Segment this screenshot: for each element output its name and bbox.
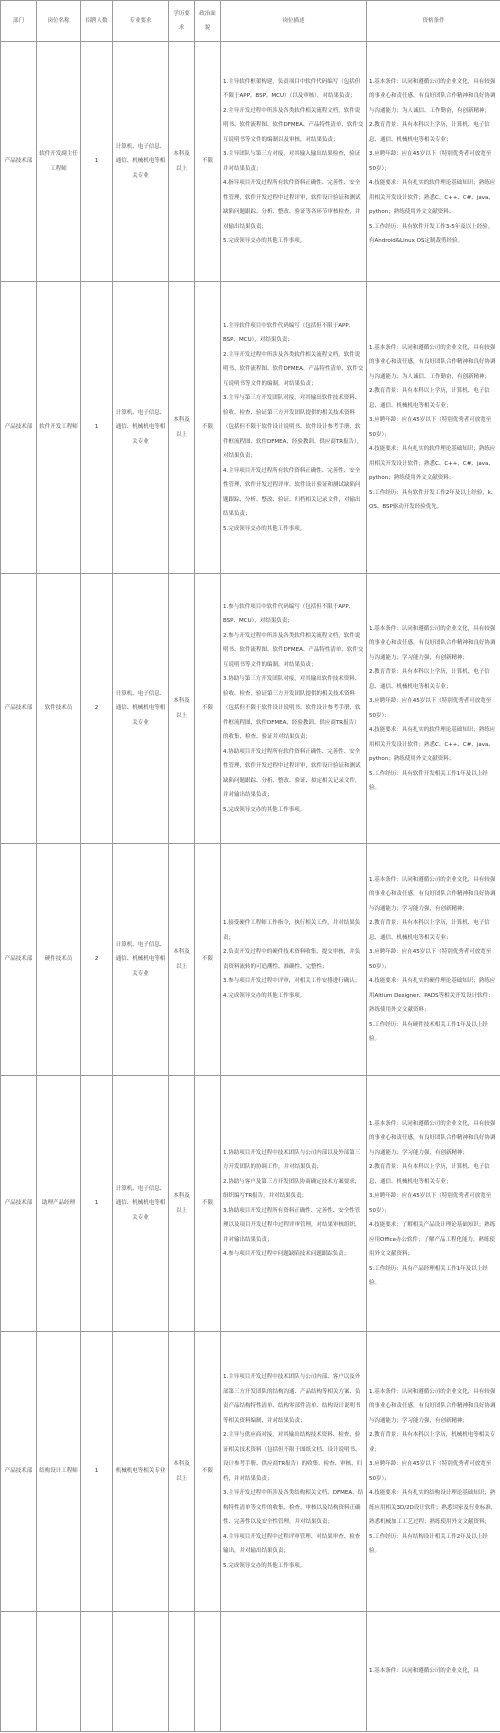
job-description-item: 2.参与开发过程中所涉及各类软件相关流程文档，软件说明书、软件流程图、软件DFMEA、产品特性清单、软件交互说明书等文件的编制，对结果负责； — [223, 632, 364, 668]
job-description — [221, 844, 367, 1076]
qualifications-item: 2.教育背景：具有本科以上学历，计算机、电子信息、通信、机械机电等相关专业； — [369, 122, 490, 143]
qualifications-item: 1.基本条件：认同和遵循公司的企业文化，具有较强的事业心和责任感，有良好团队合作精神和良好协调与沟通能力；学习能力强，有创新精神； — [369, 876, 496, 912]
education-requirement: 本科及以上 — [169, 1332, 195, 1612]
major-requirement: 计算机、电子信息、通信、机械机电等相关专业 — [113, 844, 169, 1076]
headcount: 1 — [81, 42, 113, 282]
position-title — [37, 1612, 81, 1732]
qualifications-item: 3.应聘年龄：应在45岁以下（特别优秀者可放宽至50岁）； — [369, 698, 492, 719]
header-edu: 学历要求 — [169, 1, 195, 42]
header-title: 岗位名称 — [37, 1, 81, 42]
qualifications — [367, 282, 500, 574]
qualifications — [367, 1332, 500, 1612]
job-description-item: 3.主导团队与第三方对接，对其输入输出结果检查，验证并对结果负责； — [223, 151, 361, 172]
position-title: 软件开发工程师 — [37, 282, 81, 574]
table-row — [1, 844, 500, 1076]
job-description-item: 2.主导与供应商对接，对其输出结构技术资料、检查、验证相关技术资料（包括但不限于图纸文档、设计说明书、设计参考手册、供应商TR报告）的收集、检查、审核、归档，并对结果负责； — [223, 1432, 363, 1482]
qualifications-item: 2.教育背景：具有本科以上学历，计算机、电子信息、通信、机械机电等相关专业； — [369, 1164, 490, 1185]
dept-cell: 产品技术部 — [1, 1332, 37, 1612]
qualifications-item: 4.技能要求：了解相关产品设计理论基础知识；熟练应用Office办公软件；了解产品工程化能力，熟练使用外文文献资料； — [369, 1222, 496, 1257]
job-description — [221, 1076, 367, 1332]
qualifications-item: 1.基本条件：认同和遵循公司的企业文化，具有较强的事业心和责任感，有良好团队合作精神和良好协调与沟通能力；为人诚信、工作勤奋，有创新精神； — [369, 78, 496, 114]
job-description-item: 4.参与项目开发过程中问题缺陷技术问题跟踪负责； — [223, 1251, 350, 1257]
qualifications-item: 3.应聘年龄：应在45岁以下（特别优秀者可放宽至50岁）； — [369, 949, 492, 970]
dept-cell: 产品技术部 — [1, 42, 37, 282]
education-requirement: 本科及以上 — [169, 844, 195, 1076]
job-description-item: 5.完成领导交办的其他工作事项。 — [223, 238, 306, 244]
job-description-item: 5.完成领导交办的其他工作事项。 — [223, 806, 306, 813]
headcount: 2 — [81, 574, 113, 844]
qualifications-item: 5.工作经历：具有软件开发工作3-5年及以上经验。有Android&Linux OS定制裁剪经验。 — [369, 223, 494, 244]
dept-cell: 产品技术部 — [1, 1076, 37, 1332]
job-description-item: 4.完成领导交办的其他工作事项。 — [223, 992, 306, 999]
job-description-item: 4.指导项目开发过程所有软件资料正确性、完善性、安全性管理，软件开发过程中过程评审，软件设计验证和测试缺陷问题跟踪、分析、整改、验证等各环节审核检查，并对输出结果负责； — [223, 180, 361, 230]
job-description-item: 2.主导开发过程中所涉及各类软件相关流程文档，软件说明书、软件流程图、软件DFMEA、产品特性清单、软件交互说明书等文件的编制以及审核，对结果负责； — [223, 107, 364, 143]
political-status: 不限 — [195, 574, 221, 844]
major-requirement: 计算机、电子信息、通信、机械机电等相关专业 — [113, 574, 169, 844]
qualifications-item: 3.应聘年龄：应在45岁以下（特别优秀者可放宽至50岁）； — [369, 1461, 492, 1482]
political-status: 不限 — [195, 1076, 221, 1332]
job-description-item: 1.接受硬件工程师工作指令，执行相关工作，并对结果负责； — [223, 920, 361, 941]
qualifications-item: 2.教育背景：具有本科以上学历，计算机、电子信息、通信、机械机电等相关专业； — [369, 920, 490, 941]
qualifications-item: 2.教育背景：具有本科以上学历，计算机、电子信息、通信、机械机电等相关专业； — [369, 669, 490, 690]
job-description-item: 1.主导项目开发过程中技术团队与公司内部、客户以及外部第三方开发团队的结构沟通、产品结构等相关方案、负责产品结构特性清单、结构零部件清单、结构设计说明书等相关资料编制，并对结果负责； — [223, 1374, 361, 1424]
qualifications — [367, 574, 500, 844]
job-description-item: 3.参与项目开发过程中评审，对相关工作安排进行确认； — [223, 978, 361, 984]
major-requirement: 机械机电等相关专业 — [113, 1332, 169, 1612]
position-title: 软件技术员 — [37, 574, 81, 844]
headcount — [81, 1612, 113, 1732]
job-description-item: 3.协助项目开发过程所有资料正确性、完善性、安全性管理以及项目开发过程中过程评审管理，对结果审核组织，并对输出结果负责； — [223, 1207, 361, 1243]
table-row — [1, 574, 500, 844]
headcount: 1 — [81, 1332, 113, 1612]
job-description — [221, 1612, 367, 1732]
education-requirement: 本科及以上 — [169, 282, 195, 574]
qualifications-item: 4.技能要求：具有扎实的硬件理论基础知识；熟练应用Altium Designer、PADS等相关开发设计软件；熟练使用外文文献资料； — [369, 978, 496, 1013]
qualifications-item: 4.技能要求：具有扎实的软件理论基础知识；熟练应用相关开发设计软件；熟悉C、C++、C#、java、python；熟练使用外文文献资料； — [369, 446, 496, 481]
header-req: 资格条件 — [367, 1, 500, 42]
major-requirement: 计算机、电子信息、通信、机械机电等相关专业 — [113, 282, 169, 574]
job-description-item: 2.负责开发过程中的硬件技术资料收集、提交审核，并负责资料流转的可追溯性、准确性、完整性； — [223, 949, 361, 970]
job-description-item: 1.参与软件项目中软件代码编写（包括但不限于APP、BSP、MCU），对结果负责； — [223, 603, 355, 625]
job-description-item: 2.协助与客户及第三方开发团队协商确定技术方案要求，组织编写TR报告，并对结果负责； — [223, 1178, 361, 1199]
job-description-item: 1.协助项目开发过程中技术团队与公司内部以及外部第三方开发团队的协调工作，并对结果负责； — [223, 1149, 361, 1170]
qualifications-item: 1.基本条件：认同和遵循公司的企业文化，具 — [369, 1668, 479, 1675]
political-status: 不限 — [195, 1332, 221, 1612]
political-status — [195, 1612, 221, 1732]
job-description-item: 4.主导项目开发过程中过程评审管理、对结果审查、检查输出，并对输出结果负责； — [223, 1533, 361, 1554]
job-description-item: 2.主导开发过程中所涉及各类软件相关流程文档，软件说明书、软件流程图、软件DFMEA、产品特性清单、软件交互说明书等文件的编制，对结果负责； — [223, 351, 364, 387]
education-requirement: 本科及以上 — [169, 42, 195, 282]
job-description-item: 4.协助项目开发过程所有软件资料正确性、完善性、安全性管理，软件开发过程中过程评审，软件设计验证和测试缺陷问题跟踪、分析、整改、验证、拟定相关记录文件，并对输出结果负责； — [223, 748, 361, 799]
qualifications-item: 1.基本条件：认同和遵循公司的企业文化，具有较强的事业心和责任感，有良好团队合作精神和良好协调与沟通能力；学习能力强，有创新精神； — [369, 1388, 496, 1424]
qualifications-item: 3.应聘年龄：应在45岁以下（特别优秀者可放宽至50岁）； — [369, 151, 492, 172]
table-row — [1, 1332, 500, 1612]
qualifications-item: 5.工作经历：具有软件开发相关工作1年及以上经验。 — [369, 770, 488, 791]
job-description-item: 5.完成领导交办的其他工作事项。 — [223, 525, 306, 532]
position-title: 软件开发副主任工程师 — [37, 42, 81, 282]
header-politics: 政治面貌 — [195, 1, 221, 42]
qualifications-item: 5.工作经历：具有硬件技术相关工作1年及以上经验。 — [369, 1021, 488, 1042]
table-row — [1, 42, 500, 282]
qualifications-item: 3.应聘年龄：应在45岁以下（特别优秀者可放宽至50岁）； — [369, 417, 492, 438]
table-row — [1, 282, 500, 574]
job-description-item: 3.协助与第三方开发团队对接，对其输出软件技术资料、验收、检查、验证第三方开发团队提供的相关技术资料（包括但不限于软件设计说明书、软件设计参考手册、软件框流程图、软件DFMEA、经验教训、供应商TR报告）的收集、检查、验证并对结果负责； — [223, 676, 361, 741]
dept-cell — [1, 1612, 37, 1732]
qualifications-item: 1.基本条件：认同和遵循公司的企业文化，具有较强的事业心和责任感，有良好团队合作精神和良好协调与沟通能力；学习能力强，有创新精神； — [369, 625, 496, 661]
qualifications — [367, 844, 500, 1076]
position-title: 硬件技术员 — [37, 844, 81, 1076]
job-description-item: 1.主导软件框架构建，负责项目中软件代码编写（包括但不限于APP、BSP、MCU）（以及审核），对结果负责； — [223, 78, 361, 99]
dept-cell: 产品技术部 — [1, 844, 37, 1076]
job-description — [221, 42, 367, 282]
job-description-item: 3.主导与第三方开发团队对接，对其输出软件技术资料、验收、检查、验证第三方开发团队提供的相关技术资料（包括但不限于软件设计说明书、软件设计参考手册、软件框流程图、软件DFMEA、经验教训、供应商TR报告），对结果负责； — [223, 395, 363, 460]
table-row — [1, 1612, 500, 1732]
political-status: 不限 — [195, 282, 221, 574]
header-major: 专业要求 — [113, 1, 169, 42]
education-requirement: 本科及以上 — [169, 574, 195, 844]
job-description — [221, 574, 367, 844]
job-description — [221, 282, 367, 574]
qualifications-item: 3.应聘年龄：应在45岁以下（特别优秀者可放宽至50岁）； — [369, 1193, 492, 1214]
table-row — [1, 1076, 500, 1332]
job-description-item: 4.主导项目开发过程所有软件资料正确性、完善性、安全性管理，软件开发过程评审，软件设计验证和测试缺陷问题跟踪、分析、整改、验证、归档相关记录文件，对输出结果负责； — [223, 467, 361, 518]
header-row — [1, 1, 500, 42]
headcount: 1 — [81, 282, 113, 574]
job-description — [221, 1332, 367, 1612]
major-requirement — [113, 1612, 169, 1732]
qualifications — [367, 42, 500, 282]
political-status: 不限 — [195, 42, 221, 282]
qualifications — [367, 1076, 500, 1332]
major-requirement: 计算机、电子信息、通信、机械机电等相关专业 — [113, 42, 169, 282]
qualifications — [367, 1612, 500, 1732]
dept-cell: 产品技术部 — [1, 282, 37, 574]
qualifications-item: 1.基本条件：认同和遵循公司的企业文化，具有较强的事业心和责任感，有良好团队合作精神和良好协调与沟通能力；学习能力强，有创新精神； — [369, 1120, 496, 1156]
header-desc: 岗位描述 — [221, 1, 367, 42]
qualifications-item: 1.基本条件：认同和遵循公司的企业文化，具有较强的事业心和责任感，有良好团队合作精神和良好协调与沟通能力；为人诚信、工作勤奋，有创新精神； — [369, 344, 496, 380]
header-dept: 部门 — [1, 1, 37, 42]
headcount: 2 — [81, 844, 113, 1076]
header-count: 招聘人数 — [81, 1, 113, 42]
qualifications-item: 5.工作经历：具有产品经理相关工作1年及以上经验。 — [369, 1265, 488, 1286]
headcount: 1 — [81, 1076, 113, 1332]
qualifications-item: 5.工作经历：具有结构设计相关工作2年及以上经验。 — [369, 1533, 488, 1554]
education-requirement — [169, 1612, 195, 1732]
qualifications-item: 5.工作经历：具有软件开发工作2年及以上经验，k、OS、BSP驱动开发经验优先。 — [369, 489, 497, 510]
qualifications-item: 4.技能要求：具有扎实的软件理论基础知识；熟练应用相关开发设计软件；熟悉C、C++、C#、java、python；熟练使用外文文献资料； — [369, 727, 496, 762]
position-title: 助理产品经理 — [37, 1076, 81, 1332]
job-description-item: 1.主导软件项目中软件代码编写（包括但不限于APP、BSP、MCU），对结果负责； — [223, 322, 355, 344]
job-description-item: 3.主导开发过程中所涉及各类结构相关文档、DFMEA、结构特性清单等文件的收集、检查、审核以及结构资料正确性、完善性以及安全性管理，并对结果负责； — [223, 1490, 364, 1525]
qualifications-item: 2.教育背景：具有本科以上学历，计算机、电子信息、通信、机械机电等相关专业； — [369, 388, 490, 409]
qualifications-item: 2.教育背景：具有本科以上学历，机械机电等相关专业； — [369, 1432, 496, 1453]
dept-cell: 产品技术部 — [1, 574, 37, 844]
political-status: 不限 — [195, 844, 221, 1076]
major-requirement: 计算机、电子信息、通信、机械机电等相关专业 — [113, 1076, 169, 1332]
qualifications-item: 4.技能要求：具有扎实的软件理论基础知识；熟练应用相关开发设计软件；熟悉C、C++、C#、java、python；熟练使用外文文献资料； — [369, 180, 496, 215]
education-requirement: 本科及以上 — [169, 1076, 195, 1332]
position-title: 结构设计工程师 — [37, 1332, 81, 1612]
qualifications-item: 4.技能要求：具有扎实的结构设计理论基础知识；熟练应用相关3D/2D设计软件；熟悉国家及行业标准，熟悉机械加工工艺过程；熟练使用外文文献资料； — [369, 1490, 497, 1525]
job-description-item: 5.完成领导交办的其他工作事项。 — [223, 1562, 306, 1569]
